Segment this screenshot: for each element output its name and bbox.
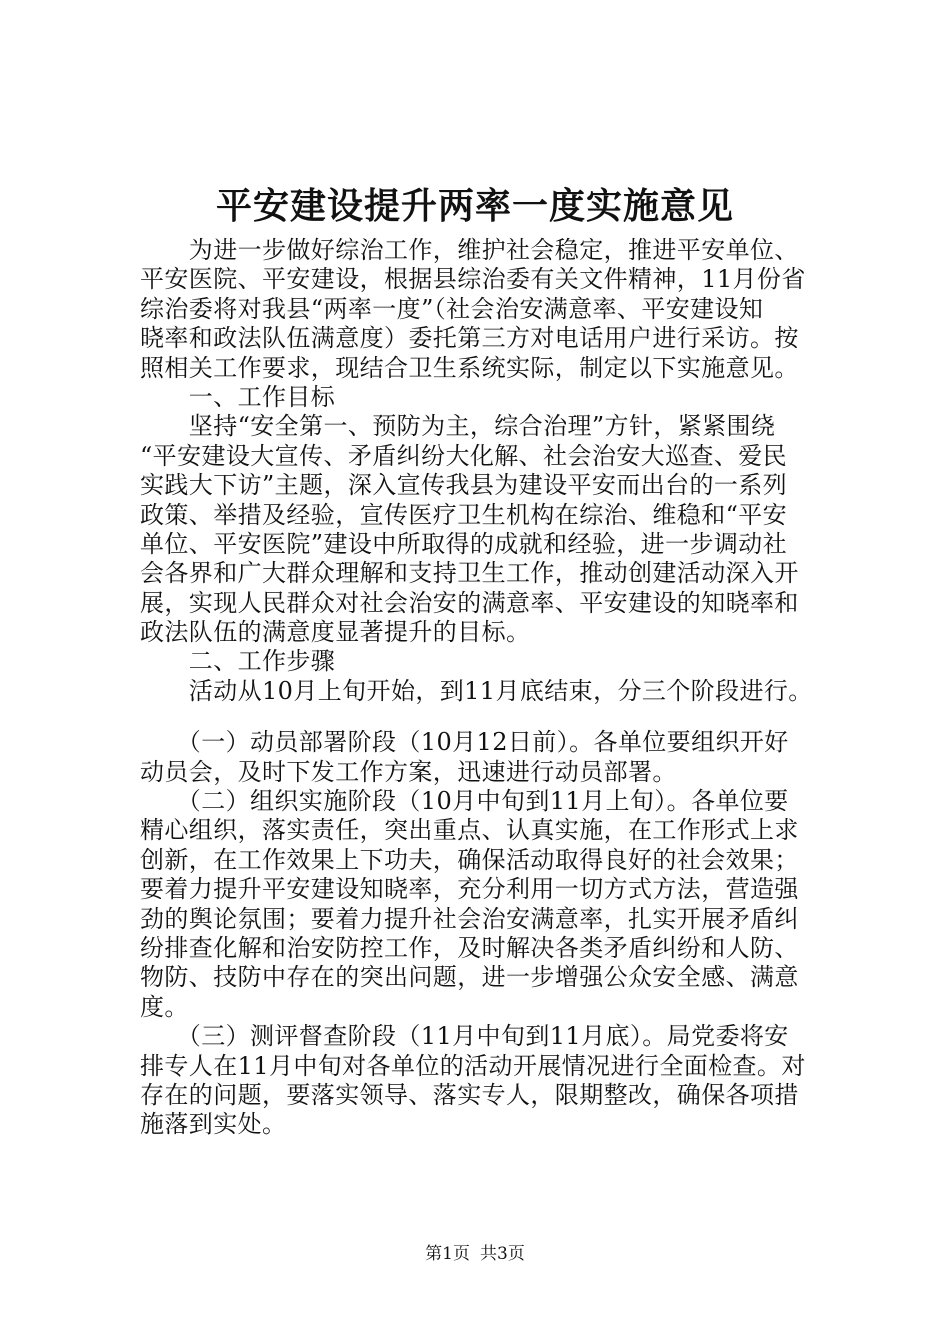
text-line: 为进一步做好综治工作，维护社会稳定，推进平安单位、 [140,236,799,264]
text-line: 会各界和广大群众理解和支持卫生工作，推动创建活动深入开 [140,559,799,588]
text-line: （一）动员部署阶段（10月12日前）。各单位要组织开好 [140,728,789,757]
text-line: 要着力提升平安建设知晓率，充分利用一切方式方法，营造强 [140,875,799,904]
document-title: 平安建设提升两率一度实施意见 [215,185,734,227]
page-number-total: 共3页 [480,1244,525,1264]
text-line: 存在的问题，要落实领导、落实专人，限期整改，确保各项措 [140,1080,799,1109]
goal-paragraph [140,412,840,647]
page-footer [0,1243,950,1265]
stage-2-paragraph [140,787,840,1022]
text-line: 平安医院、平安建设，根据县综治委有关文件精神，11月份省 [140,265,806,294]
text-line: 物防、技防中存在的突出问题，进一步增强公众安全感、满意 [140,963,799,992]
stage-1-paragraph [140,728,840,787]
text-line: 展，实现人民群众对社会治安的满意率、平安建设的知晓率和 [140,588,799,617]
section-heading-goal: 一、工作目标 [140,382,336,411]
text-line: 度。 [140,992,189,1021]
text-line: 排专人在11月中旬对各单位的活动开展情况进行全面检查。对 [140,1051,806,1080]
paragraph-gap [140,706,840,728]
stage-3-paragraph [140,1022,840,1140]
text-line: 精心组织，落实责任，突出重点、认真实施，在工作形式上求 [140,816,799,845]
text-line: 纷排查化解和治安防控工作，及时解决各类矛盾纠纷和人防、 [140,933,799,962]
document-body [140,236,840,1140]
steps-intro-paragraph: 活动从10月上旬开始，到11月底结束，分三个阶段进行。 [140,676,813,705]
text-line: 单位、平安医院”建设中所取得的成就和经验，进一步调动社 [140,529,788,558]
text-line: “平安建设大宣传、矛盾纠纷大化解、社会治安大巡查、爱民 [140,441,788,470]
section-heading-steps: 二、工作步骤 [140,647,336,676]
page-number-current: 第1页 [425,1244,470,1264]
text-line: 照相关工作要求，现结合卫生系统实际，制定以下实施意见。 [140,353,799,382]
text-line: （三）测评督查阶段（11月中旬到11月底）。局党委将安 [140,1022,789,1051]
text-line: 综治委将对我县“两率一度”（社会治安满意率、平安建设知 [140,294,764,323]
text-line: 创新，在工作效果上下功夫，确保活动取得良好的社会效果； [140,845,799,874]
text-line: 实践大下访”主题，深入宣传我县为建设平安而出台的一系列 [140,471,788,500]
text-line: 坚持“安全第一、预防为主，综合治理”方针，紧紧围绕 [140,412,776,441]
text-line: 政策、举措及经验，宣传医疗卫生机构在综治、维稳和“平安 [140,500,788,529]
text-line: 劲的舆论氛围；要着力提升社会治安满意率，扎实开展矛盾纠 [140,904,799,933]
text-line: 施落到实处。 [140,1110,287,1139]
intro-paragraph [140,236,840,383]
text-line: 晓率和政法队伍满意度）委托第三方对电话用户进行采访。按 [140,324,799,353]
text-line: 动员会，及时下发工作方案，迅速进行动员部署。 [140,757,677,786]
text-line: （二）组织实施阶段（10月中旬到11月上旬）。各单位要 [140,787,789,816]
text-line: 政法队伍的满意度显著提升的目标。 [140,618,531,647]
